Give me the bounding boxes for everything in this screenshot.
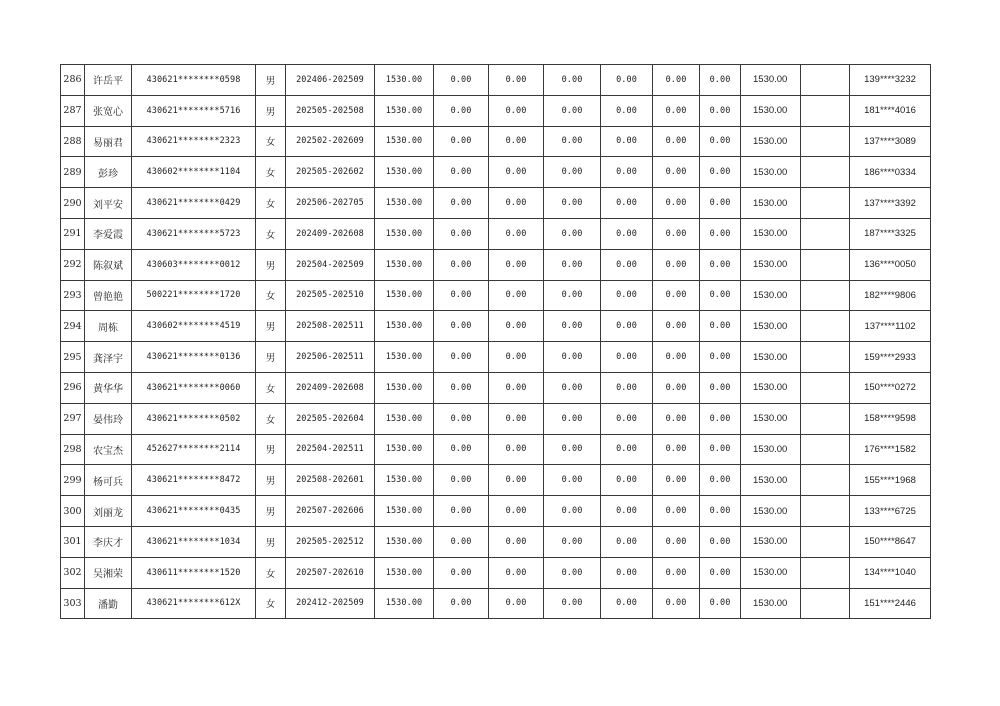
value-6-cell: 0.00 — [700, 249, 741, 280]
table-row — [61, 588, 931, 619]
value-5-cell: 0.00 — [653, 95, 700, 126]
value-5-cell: 0.00 — [653, 588, 700, 619]
value-4-cell: 0.00 — [601, 65, 653, 96]
value-6-cell: 0.00 — [700, 403, 741, 434]
note-cell — [801, 465, 850, 496]
note-cell — [801, 157, 850, 188]
row-number-cell: 288 — [61, 126, 85, 157]
total-amount-cell: 1530.00 — [741, 95, 801, 126]
table-row — [61, 465, 931, 496]
value-4-cell: 0.00 — [601, 280, 653, 311]
note-cell — [801, 188, 850, 219]
value-2-cell: 0.00 — [489, 188, 544, 219]
value-1-cell: 0.00 — [434, 280, 489, 311]
person-name-cell: 李爱霞 — [85, 218, 132, 249]
table-row — [61, 157, 931, 188]
person-name-cell: 刘平安 — [85, 188, 132, 219]
value-6-cell: 0.00 — [700, 157, 741, 188]
value-4-cell: 0.00 — [601, 249, 653, 280]
value-2-cell: 0.00 — [489, 496, 544, 527]
row-number-cell: 290 — [61, 188, 85, 219]
person-name-cell: 周栋 — [85, 311, 132, 342]
value-3-cell: 0.00 — [544, 280, 601, 311]
value-2-cell: 0.00 — [489, 434, 544, 465]
value-5-cell: 0.00 — [653, 372, 700, 403]
value-4-cell: 0.00 — [601, 311, 653, 342]
person-name-cell: 曾艳艳 — [85, 280, 132, 311]
value-5-cell: 0.00 — [653, 311, 700, 342]
gender-cell: 男 — [256, 342, 286, 373]
period-range-cell: 202508-202511 — [286, 311, 375, 342]
value-5-cell: 0.00 — [653, 342, 700, 373]
period-range-cell: 202409-202608 — [286, 372, 375, 403]
phone-number-cell: 139****3232 — [850, 65, 931, 96]
phone-number-cell: 158****9598 — [850, 403, 931, 434]
row-number-cell: 291 — [61, 218, 85, 249]
person-name-cell: 吴湘荣 — [85, 557, 132, 588]
value-1-cell: 0.00 — [434, 496, 489, 527]
id-number-cell: 430621********5723 — [132, 218, 256, 249]
value-5-cell: 0.00 — [653, 434, 700, 465]
person-name-cell: 农宝杰 — [85, 434, 132, 465]
gender-cell: 女 — [256, 280, 286, 311]
id-number-cell: 430621********1034 — [132, 526, 256, 557]
note-cell — [801, 65, 850, 96]
table-row — [61, 218, 931, 249]
amount-cell: 1530.00 — [375, 249, 434, 280]
person-name-cell: 黄华华 — [85, 372, 132, 403]
value-6-cell: 0.00 — [700, 280, 741, 311]
period-range-cell: 202505-202512 — [286, 526, 375, 557]
total-amount-cell: 1530.00 — [741, 434, 801, 465]
note-cell — [801, 372, 850, 403]
id-number-cell: 430621********2323 — [132, 126, 256, 157]
amount-cell: 1530.00 — [375, 496, 434, 527]
gender-cell: 女 — [256, 588, 286, 619]
phone-number-cell: 150****8647 — [850, 526, 931, 557]
period-range-cell: 202406-202509 — [286, 65, 375, 96]
table-row — [61, 403, 931, 434]
note-cell — [801, 557, 850, 588]
period-range-cell: 202504-202509 — [286, 249, 375, 280]
total-amount-cell: 1530.00 — [741, 65, 801, 96]
value-3-cell: 0.00 — [544, 403, 601, 434]
value-1-cell: 0.00 — [434, 188, 489, 219]
value-1-cell: 0.00 — [434, 218, 489, 249]
id-number-cell: 430611********1520 — [132, 557, 256, 588]
value-1-cell: 0.00 — [434, 465, 489, 496]
row-number-cell: 302 — [61, 557, 85, 588]
value-2-cell: 0.00 — [489, 588, 544, 619]
amount-cell: 1530.00 — [375, 526, 434, 557]
value-6-cell: 0.00 — [700, 372, 741, 403]
value-4-cell: 0.00 — [601, 465, 653, 496]
value-6-cell: 0.00 — [700, 65, 741, 96]
amount-cell: 1530.00 — [375, 403, 434, 434]
value-5-cell: 0.00 — [653, 526, 700, 557]
value-5-cell: 0.00 — [653, 496, 700, 527]
note-cell — [801, 403, 850, 434]
value-4-cell: 0.00 — [601, 218, 653, 249]
value-1-cell: 0.00 — [434, 557, 489, 588]
note-cell — [801, 496, 850, 527]
value-1-cell: 0.00 — [434, 342, 489, 373]
period-range-cell: 202504-202511 — [286, 434, 375, 465]
note-cell — [801, 218, 850, 249]
value-3-cell: 0.00 — [544, 311, 601, 342]
row-number-cell: 293 — [61, 280, 85, 311]
amount-cell: 1530.00 — [375, 188, 434, 219]
row-number-cell: 289 — [61, 157, 85, 188]
table-row — [61, 372, 931, 403]
amount-cell: 1530.00 — [375, 157, 434, 188]
value-4-cell: 0.00 — [601, 372, 653, 403]
total-amount-cell: 1530.00 — [741, 311, 801, 342]
phone-number-cell: 151****2446 — [850, 588, 931, 619]
row-number-cell: 299 — [61, 465, 85, 496]
value-1-cell: 0.00 — [434, 588, 489, 619]
value-2-cell: 0.00 — [489, 157, 544, 188]
value-4-cell: 0.00 — [601, 588, 653, 619]
value-4-cell: 0.00 — [601, 526, 653, 557]
value-4-cell: 0.00 — [601, 95, 653, 126]
value-3-cell: 0.00 — [544, 496, 601, 527]
table-row — [61, 249, 931, 280]
id-number-cell: 430621********0136 — [132, 342, 256, 373]
id-number-cell: 430621********0502 — [132, 403, 256, 434]
total-amount-cell: 1530.00 — [741, 496, 801, 527]
gender-cell: 男 — [256, 95, 286, 126]
table-row — [61, 311, 931, 342]
id-number-cell: 430603********0012 — [132, 249, 256, 280]
amount-cell: 1530.00 — [375, 588, 434, 619]
value-6-cell: 0.00 — [700, 218, 741, 249]
value-6-cell: 0.00 — [700, 95, 741, 126]
total-amount-cell: 1530.00 — [741, 188, 801, 219]
data-sheet — [60, 64, 930, 619]
table-row — [61, 188, 931, 219]
value-3-cell: 0.00 — [544, 218, 601, 249]
value-2-cell: 0.00 — [489, 372, 544, 403]
value-1-cell: 0.00 — [434, 372, 489, 403]
table-row — [61, 496, 931, 527]
amount-cell: 1530.00 — [375, 434, 434, 465]
value-1-cell: 0.00 — [434, 403, 489, 434]
total-amount-cell: 1530.00 — [741, 342, 801, 373]
value-1-cell: 0.00 — [434, 526, 489, 557]
phone-number-cell: 150****0272 — [850, 372, 931, 403]
value-5-cell: 0.00 — [653, 557, 700, 588]
amount-cell: 1530.00 — [375, 557, 434, 588]
table-row — [61, 526, 931, 557]
phone-number-cell: 155****1968 — [850, 465, 931, 496]
phone-number-cell: 181****4016 — [850, 95, 931, 126]
id-number-cell: 430621********0598 — [132, 65, 256, 96]
period-range-cell: 202505-202604 — [286, 403, 375, 434]
value-3-cell: 0.00 — [544, 126, 601, 157]
gender-cell: 男 — [256, 434, 286, 465]
period-range-cell: 202409-202608 — [286, 218, 375, 249]
value-4-cell: 0.00 — [601, 496, 653, 527]
value-2-cell: 0.00 — [489, 403, 544, 434]
value-3-cell: 0.00 — [544, 157, 601, 188]
phone-number-cell: 186****0334 — [850, 157, 931, 188]
id-number-cell: 430621********5716 — [132, 95, 256, 126]
value-4-cell: 0.00 — [601, 403, 653, 434]
amount-cell: 1530.00 — [375, 280, 434, 311]
gender-cell: 女 — [256, 218, 286, 249]
value-3-cell: 0.00 — [544, 342, 601, 373]
person-name-cell: 许岳平 — [85, 65, 132, 96]
note-cell — [801, 249, 850, 280]
amount-cell: 1530.00 — [375, 218, 434, 249]
total-amount-cell: 1530.00 — [741, 157, 801, 188]
value-3-cell: 0.00 — [544, 372, 601, 403]
amount-cell: 1530.00 — [375, 372, 434, 403]
value-5-cell: 0.00 — [653, 218, 700, 249]
total-amount-cell: 1530.00 — [741, 218, 801, 249]
value-2-cell: 0.00 — [489, 95, 544, 126]
value-5-cell: 0.00 — [653, 403, 700, 434]
phone-number-cell: 134****1040 — [850, 557, 931, 588]
phone-number-cell: 176****1582 — [850, 434, 931, 465]
gender-cell: 女 — [256, 372, 286, 403]
note-cell — [801, 342, 850, 373]
id-number-cell: 500221********1720 — [132, 280, 256, 311]
value-1-cell: 0.00 — [434, 311, 489, 342]
value-1-cell: 0.00 — [434, 434, 489, 465]
value-3-cell: 0.00 — [544, 588, 601, 619]
phone-number-cell: 137****3392 — [850, 188, 931, 219]
amount-cell: 1530.00 — [375, 342, 434, 373]
value-2-cell: 0.00 — [489, 557, 544, 588]
value-5-cell: 0.00 — [653, 280, 700, 311]
total-amount-cell: 1530.00 — [741, 126, 801, 157]
person-name-cell: 李庆才 — [85, 526, 132, 557]
total-amount-cell: 1530.00 — [741, 526, 801, 557]
value-2-cell: 0.00 — [489, 526, 544, 557]
value-2-cell: 0.00 — [489, 249, 544, 280]
value-1-cell: 0.00 — [434, 126, 489, 157]
note-cell — [801, 280, 850, 311]
value-5-cell: 0.00 — [653, 465, 700, 496]
value-2-cell: 0.00 — [489, 311, 544, 342]
value-3-cell: 0.00 — [544, 65, 601, 96]
value-2-cell: 0.00 — [489, 342, 544, 373]
total-amount-cell: 1530.00 — [741, 557, 801, 588]
value-5-cell: 0.00 — [653, 188, 700, 219]
gender-cell: 男 — [256, 249, 286, 280]
gender-cell: 男 — [256, 65, 286, 96]
amount-cell: 1530.00 — [375, 126, 434, 157]
period-range-cell: 202505-202510 — [286, 280, 375, 311]
period-range-cell: 202506-202705 — [286, 188, 375, 219]
period-range-cell: 202505-202602 — [286, 157, 375, 188]
gender-cell: 女 — [256, 188, 286, 219]
amount-cell: 1530.00 — [375, 65, 434, 96]
table-row — [61, 557, 931, 588]
id-number-cell: 430621********612X — [132, 588, 256, 619]
value-6-cell: 0.00 — [700, 342, 741, 373]
period-range-cell: 202506-202511 — [286, 342, 375, 373]
gender-cell: 女 — [256, 157, 286, 188]
value-3-cell: 0.00 — [544, 557, 601, 588]
amount-cell: 1530.00 — [375, 465, 434, 496]
row-number-cell: 297 — [61, 403, 85, 434]
amount-cell: 1530.00 — [375, 95, 434, 126]
value-3-cell: 0.00 — [544, 249, 601, 280]
gender-cell: 女 — [256, 557, 286, 588]
period-range-cell: 202507-202610 — [286, 557, 375, 588]
person-name-cell: 彭珍 — [85, 157, 132, 188]
value-4-cell: 0.00 — [601, 557, 653, 588]
table-row — [61, 434, 931, 465]
person-name-cell: 龚泽宇 — [85, 342, 132, 373]
person-name-cell: 杨可兵 — [85, 465, 132, 496]
value-6-cell: 0.00 — [700, 557, 741, 588]
row-number-cell: 300 — [61, 496, 85, 527]
value-6-cell: 0.00 — [700, 434, 741, 465]
row-number-cell: 298 — [61, 434, 85, 465]
phone-number-cell: 159****2933 — [850, 342, 931, 373]
period-range-cell: 202502-202609 — [286, 126, 375, 157]
table-row — [61, 342, 931, 373]
value-2-cell: 0.00 — [489, 126, 544, 157]
value-6-cell: 0.00 — [700, 526, 741, 557]
value-1-cell: 0.00 — [434, 65, 489, 96]
gender-cell: 男 — [256, 496, 286, 527]
total-amount-cell: 1530.00 — [741, 280, 801, 311]
records-table — [60, 64, 931, 619]
table-row — [61, 126, 931, 157]
person-name-cell: 刘丽龙 — [85, 496, 132, 527]
total-amount-cell: 1530.00 — [741, 249, 801, 280]
value-2-cell: 0.00 — [489, 465, 544, 496]
phone-number-cell: 187****3325 — [850, 218, 931, 249]
value-3-cell: 0.00 — [544, 434, 601, 465]
value-3-cell: 0.00 — [544, 526, 601, 557]
period-range-cell: 202508-202601 — [286, 465, 375, 496]
row-number-cell: 301 — [61, 526, 85, 557]
value-6-cell: 0.00 — [700, 465, 741, 496]
value-6-cell: 0.00 — [700, 588, 741, 619]
value-2-cell: 0.00 — [489, 280, 544, 311]
value-6-cell: 0.00 — [700, 311, 741, 342]
gender-cell: 男 — [256, 526, 286, 557]
value-6-cell: 0.00 — [700, 126, 741, 157]
phone-number-cell: 137****1102 — [850, 311, 931, 342]
id-number-cell: 430602********1104 — [132, 157, 256, 188]
gender-cell: 女 — [256, 126, 286, 157]
row-number-cell: 296 — [61, 372, 85, 403]
value-5-cell: 0.00 — [653, 249, 700, 280]
row-number-cell: 294 — [61, 311, 85, 342]
person-name-cell: 晏伟玲 — [85, 403, 132, 434]
phone-number-cell: 133****6725 — [850, 496, 931, 527]
total-amount-cell: 1530.00 — [741, 403, 801, 434]
table-row — [61, 95, 931, 126]
value-6-cell: 0.00 — [700, 496, 741, 527]
value-2-cell: 0.00 — [489, 65, 544, 96]
value-1-cell: 0.00 — [434, 249, 489, 280]
gender-cell: 男 — [256, 311, 286, 342]
id-number-cell: 430621********0435 — [132, 496, 256, 527]
id-number-cell: 430621********8472 — [132, 465, 256, 496]
amount-cell: 1530.00 — [375, 311, 434, 342]
person-name-cell: 张宽心 — [85, 95, 132, 126]
note-cell — [801, 311, 850, 342]
row-number-cell: 287 — [61, 95, 85, 126]
value-4-cell: 0.00 — [601, 342, 653, 373]
row-number-cell: 303 — [61, 588, 85, 619]
value-3-cell: 0.00 — [544, 188, 601, 219]
note-cell — [801, 126, 850, 157]
phone-number-cell: 182****9806 — [850, 280, 931, 311]
value-3-cell: 0.00 — [544, 465, 601, 496]
note-cell — [801, 588, 850, 619]
value-4-cell: 0.00 — [601, 126, 653, 157]
id-number-cell: 430621********0060 — [132, 372, 256, 403]
note-cell — [801, 526, 850, 557]
total-amount-cell: 1530.00 — [741, 588, 801, 619]
value-5-cell: 0.00 — [653, 65, 700, 96]
table-body — [61, 65, 931, 619]
person-name-cell: 陈叙斌 — [85, 249, 132, 280]
note-cell — [801, 95, 850, 126]
value-3-cell: 0.00 — [544, 95, 601, 126]
value-4-cell: 0.00 — [601, 434, 653, 465]
total-amount-cell: 1530.00 — [741, 465, 801, 496]
table-row — [61, 65, 931, 96]
value-5-cell: 0.00 — [653, 157, 700, 188]
phone-number-cell: 137****3089 — [850, 126, 931, 157]
period-range-cell: 202507-202606 — [286, 496, 375, 527]
id-number-cell: 452627********2114 — [132, 434, 256, 465]
person-name-cell: 潘勤 — [85, 588, 132, 619]
table-row — [61, 280, 931, 311]
value-4-cell: 0.00 — [601, 188, 653, 219]
id-number-cell: 430621********0429 — [132, 188, 256, 219]
phone-number-cell: 136****0050 — [850, 249, 931, 280]
note-cell — [801, 434, 850, 465]
row-number-cell: 286 — [61, 65, 85, 96]
value-5-cell: 0.00 — [653, 126, 700, 157]
value-1-cell: 0.00 — [434, 157, 489, 188]
value-6-cell: 0.00 — [700, 188, 741, 219]
id-number-cell: 430602********4519 — [132, 311, 256, 342]
person-name-cell: 易丽君 — [85, 126, 132, 157]
row-number-cell: 292 — [61, 249, 85, 280]
value-1-cell: 0.00 — [434, 95, 489, 126]
value-4-cell: 0.00 — [601, 157, 653, 188]
row-number-cell: 295 — [61, 342, 85, 373]
period-range-cell: 202412-202509 — [286, 588, 375, 619]
gender-cell: 男 — [256, 465, 286, 496]
total-amount-cell: 1530.00 — [741, 372, 801, 403]
period-range-cell: 202505-202508 — [286, 95, 375, 126]
gender-cell: 女 — [256, 403, 286, 434]
value-2-cell: 0.00 — [489, 218, 544, 249]
